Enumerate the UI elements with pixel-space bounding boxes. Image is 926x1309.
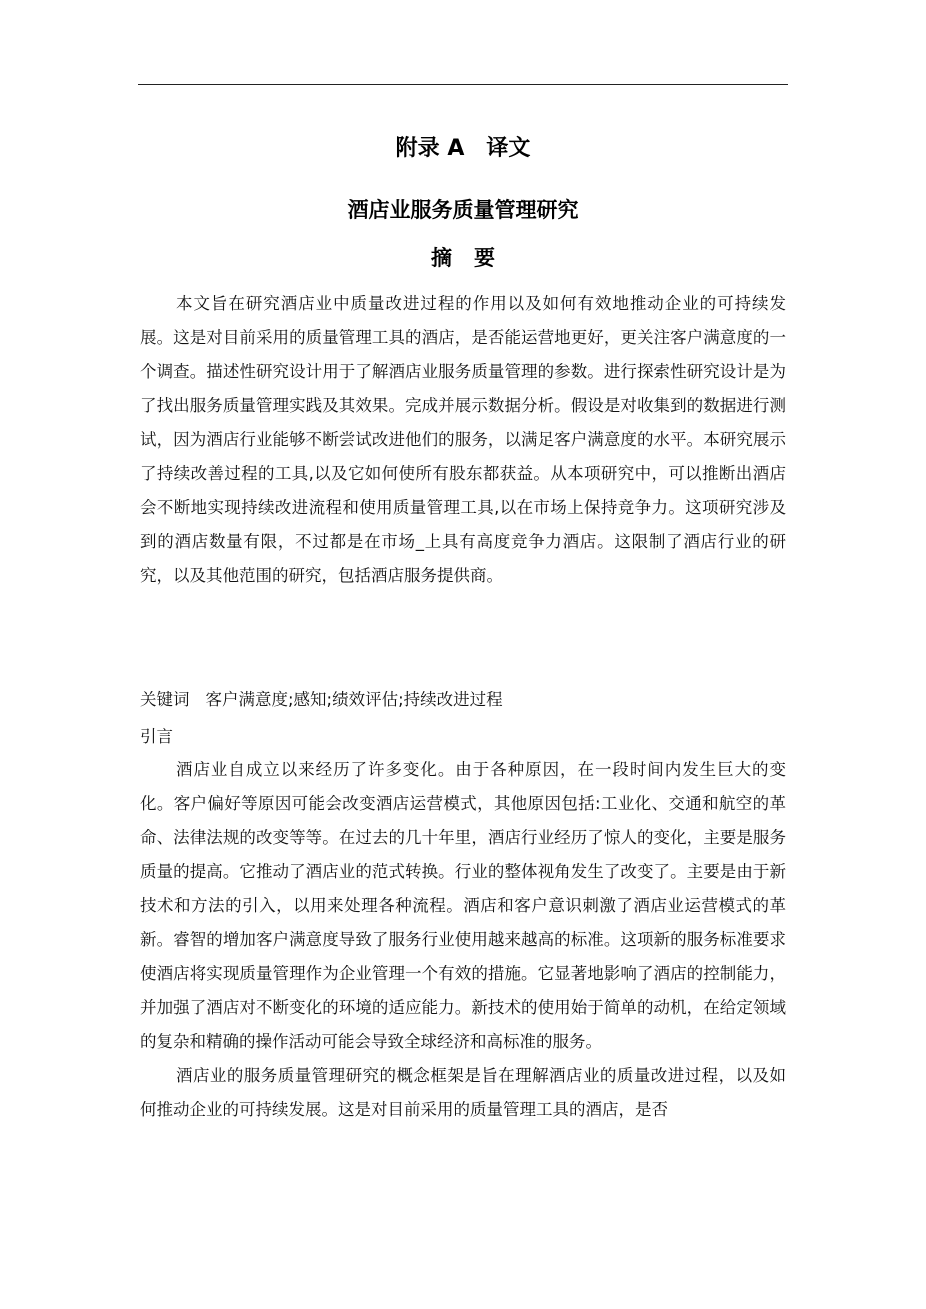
introduction-paragraph: 酒店业自成立以来经历了许多变化。由于各种原因，在一段时间内发生巨大的变化。客户偏好等原因可能会改变酒店运营模式，其他原因包括:工业化、交通和航空的革命、法律法规的改变等等。在过去的几十年里，酒店行业经历了惊人的变化，主要是服务质量的提高。它推动了酒店业的范式转换。行业的整体视角发生了改变了。主要是由于新技术和方法的引入，以用来处理各种流程。酒店和客户意识刺激了酒店业运营模式的革新。睿智的增加客户满意度导致了服务行业使用越来越高的标准。这项新的服务标准要求使酒店将实现质量管理作为企业管理一个有效的措施。它显著地影响了酒店的控制能力，并加强了酒店对不断变化的环境的适应能力。新技术的使用始于简单的动机，在给定领域的复杂和精确的操作活动可能会导致全球经济和高标准的服务。 (140, 760, 786, 1051)
keywords-values: 客户满意度;感知;绩效评估;持续改进过程 (205, 690, 503, 709)
keywords-label: 关键词 (140, 690, 190, 709)
appendix-title: 附录 A 译文 (395, 136, 531, 161)
introduction-body (140, 753, 786, 1127)
abstract-title: 摘要 (431, 246, 517, 270)
abstract-paragraph: 本文旨在研究酒店业中质量改进过程的作用以及如何有效地推动企业的可持续发展。这是对目前采用的质量管理工具的酒店，是否能运营地更好，更关注客户满意度的一个调查。描述性研究设计用于了解酒店业服务质量管理的参数。进行探索性研究设计是为了找出服务质量管理实践及其效果。完成并展示数据分析。假设是对收集到的数据进行测试，因为酒店行业能够不断尝试改进他们的服务，以满足客户满意度的水平。本研究展示了持续改善过程的工具,以及它如何使所有股东都获益。从本项研究中，可以推断出酒店会不断地实现持续改进流程和使用质量管理工具,以在市场上保持竞争力。这项研究涉及到的酒店数量有限，不过都是在市场_上具有高度竞争力酒店。这限制了酒店行业的研究，以及其他范围的研究，包括酒店服务提供商。 (140, 294, 786, 585)
introduction-paragraph: 酒店业的服务质量管理研究的概念框架是旨在理解酒店业的质量改进过程，以及如何推动企业的可持续发展。这是对目前采用的质量管理工具的酒店，是否 (140, 1066, 786, 1119)
introduction-heading: 引言 (140, 727, 173, 746)
keywords-line (140, 687, 786, 713)
paper-title: 酒店业服务质量管理研究 (347, 198, 579, 222)
header-rule (138, 84, 788, 85)
